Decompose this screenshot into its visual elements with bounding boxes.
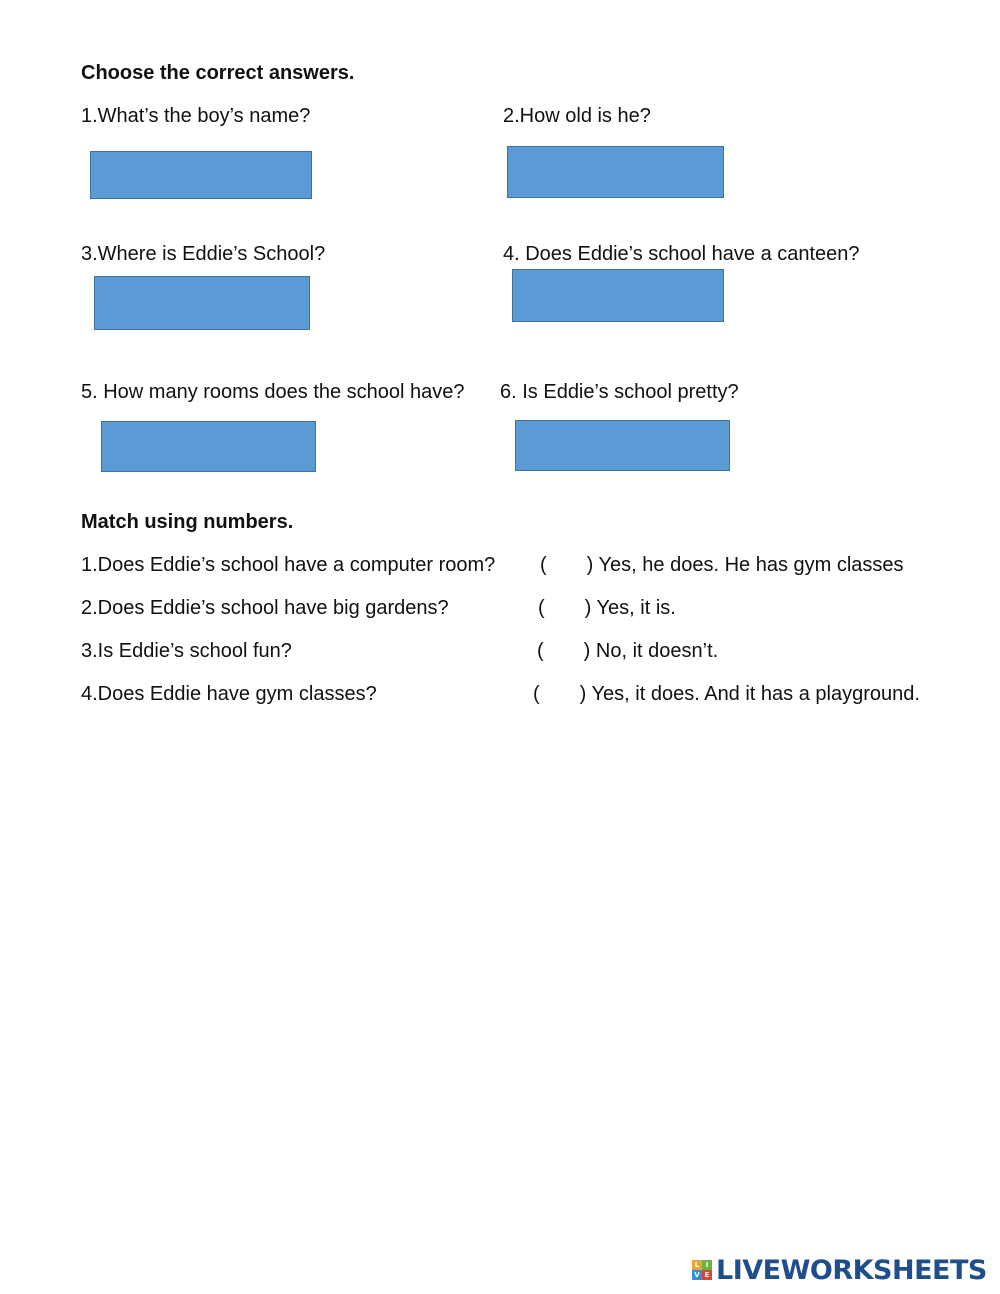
liveworksheets-logo-icon <box>692 1260 712 1280</box>
match-answer-2 <box>538 596 676 620</box>
answer-box-6[interactable] <box>515 420 730 471</box>
section-heading-choose: Choose the correct answers. <box>81 62 355 84</box>
match-close-paren-4: ) <box>579 683 587 705</box>
match-question-4: 4.Does Eddie have gym classes? <box>81 683 377 705</box>
match-question-2: 2.Does Eddie’s school have big gardens? <box>81 597 449 619</box>
match-question-3: 3.Is Eddie’s school fun? <box>81 640 292 662</box>
question-1: 1.What’s the boy’s name? <box>81 105 311 127</box>
question-3: 3.Where is Eddie’s School? <box>81 243 326 265</box>
match-answer-text-1: Yes, he does. He has gym classes <box>598 554 904 576</box>
match-open-paren-4: ( <box>533 683 540 705</box>
match-answer-text-2: Yes, it is. <box>596 597 676 619</box>
answer-box-4[interactable] <box>512 269 724 322</box>
match-answer-3 <box>537 639 718 663</box>
match-answer-text-3: No, it doesn’t. <box>595 640 719 662</box>
logo-icon-letter-l: L <box>692 1260 702 1270</box>
section-heading-match: Match using numbers. <box>81 511 294 533</box>
match-open-paren-1: ( <box>540 554 547 576</box>
match-close-paren-1: ) <box>586 554 594 576</box>
liveworksheets-logo-text: LIVEWORKSHEETS <box>716 1254 987 1286</box>
logo-icon-letter-v: V <box>692 1270 702 1280</box>
match-answer-1 <box>540 553 904 577</box>
match-open-paren-2: ( <box>538 597 545 619</box>
logo-icon-letter-e: E <box>702 1270 712 1280</box>
question-6: 6. Is Eddie’s school pretty? <box>500 381 739 403</box>
match-answer-4 <box>533 682 920 706</box>
logo-icon-letter-i: I <box>702 1260 712 1270</box>
question-5: 5. How many rooms does the school have? <box>81 381 465 403</box>
match-close-paren-3: ) <box>583 640 591 662</box>
liveworksheets-logo <box>692 1256 987 1284</box>
question-4: 4. Does Eddie’s school have a canteen? <box>503 243 860 265</box>
answer-box-5[interactable] <box>101 421 316 472</box>
match-close-paren-2: ) <box>584 597 592 619</box>
answer-box-1[interactable] <box>90 151 312 199</box>
answer-box-2[interactable] <box>507 146 724 198</box>
match-answer-text-4: Yes, it does. And it has a playground. <box>591 683 920 705</box>
question-2: 2.How old is he? <box>503 105 651 127</box>
answer-box-3[interactable] <box>94 276 310 330</box>
match-question-1: 1.Does Eddie’s school have a computer room? <box>81 554 496 576</box>
match-open-paren-3: ( <box>537 640 544 662</box>
